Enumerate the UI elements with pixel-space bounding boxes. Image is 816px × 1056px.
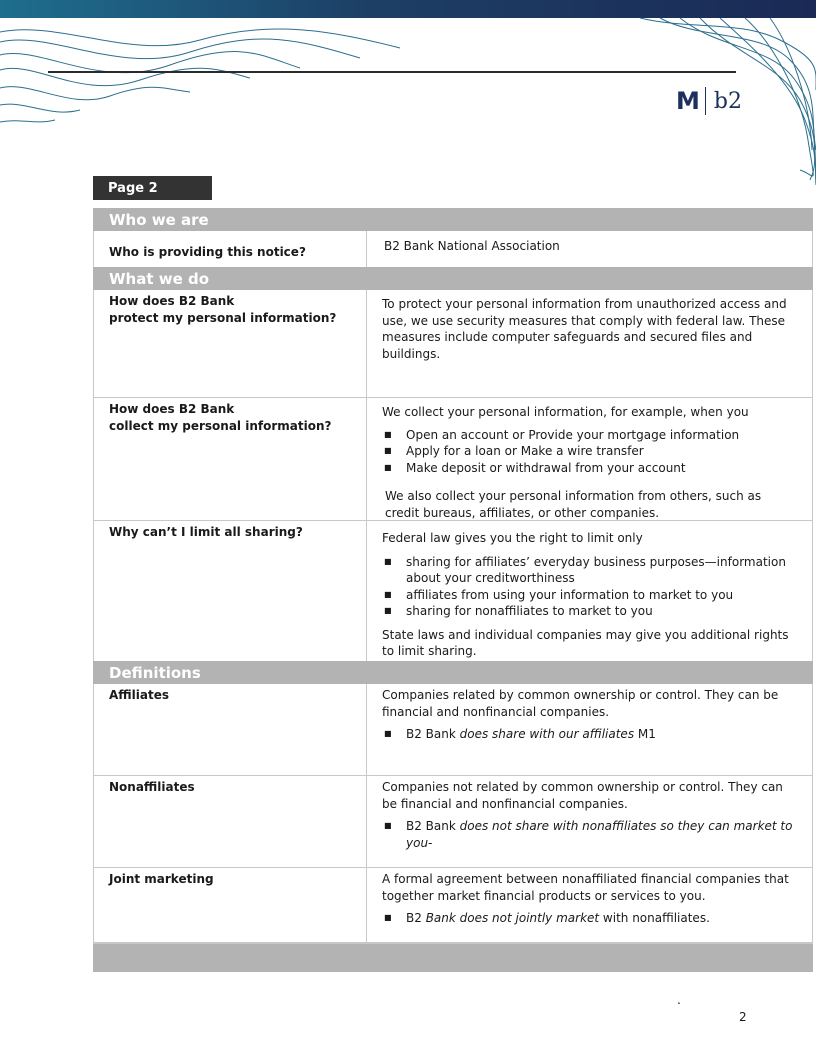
bullet-list [382,910,798,927]
table-row-limit-sharing [93,521,813,662]
logo-divider [705,87,706,115]
table-row-who-providing [93,231,813,268]
list-item: ■ B2 Bank does not jointly market with nonaffiliates. [382,910,798,927]
header-rule [48,71,736,73]
page-number: 2 [739,1010,747,1024]
definition-cell [367,868,812,942]
question-line-1: How does B2 Bank [109,294,235,308]
logo-m-mark: M [676,87,699,115]
answer-cell: B2 Bank National Association [384,239,560,253]
list-item: ■ sharing for affiliates’ everyday business purposes—information about your creditworthiness [382,554,798,587]
table-row-collect [93,398,813,521]
m1-b2-logo [676,86,742,116]
table-row-protect [93,290,813,398]
table-footer-bar [93,943,813,972]
term-cell: Nonaffiliates [94,776,367,867]
question-cell: Why can’t I limit all sharing? [94,521,367,661]
answer-outro: We also collect your personal information from others, such as credit bureaus, affiliates, or other companies. [385,489,762,520]
answer-cell [367,521,812,661]
question-line-2: collect my personal information? [109,419,332,433]
answer-intro: We collect your personal information, for example, when you [382,405,749,419]
answer-text: To protect your personal information from unauthorized access and use, we use security measures that comply with federal law. These measures include computer safeguards and secured files and buildings. [382,297,787,361]
definition-text: A formal agreement between nonaffiliated financial companies that together market financial products or services to you. [382,872,789,903]
table-row-nonaffiliates [93,776,813,868]
table-row-joint-marketing [93,868,813,943]
definition-text: Companies not related by common ownership or control. They can be financial and nonfinancial companies. [382,780,783,811]
definition-cell [367,776,812,867]
answer-intro: Federal law gives you the right to limit only [382,531,643,545]
question-cell [94,398,367,520]
question-cell [94,290,367,397]
table-row-affiliates [93,684,813,776]
question-line-1: How does B2 Bank [109,402,235,416]
list-item: ■ Open an account or Provide your mortgage information [382,427,798,444]
answer-cell [367,398,812,520]
bullet-list [382,554,798,620]
list-item: ■ B2 Bank does not share with nonaffiliates so they can market to you- [382,818,798,851]
answer-cell [367,290,812,397]
logo-b2-mark: b2 [713,88,742,114]
definition-cell [367,684,812,775]
bullet-list [382,427,798,477]
term-cell: Joint marketing [94,868,367,942]
footer-dot: . [677,993,681,1007]
definition-text: Companies related by common ownership or control. They can be financial and nonfinancial companies. [382,688,779,719]
list-item: ■ sharing for nonaffiliates to market to you [382,603,798,620]
privacy-notice-table [93,208,813,972]
section-header-what-we-do: What we do [93,267,813,290]
section-header-definitions: Definitions [93,661,813,684]
page-tab: Page 2 [93,176,212,200]
question-cell: Who is providing this notice? [94,231,367,267]
term-cell: Affiliates [94,684,367,775]
bullet-list [382,818,798,851]
section-header-who-we-are: Who we are [93,208,813,231]
list-item: ■ Make deposit or withdrawal from your account [382,460,798,477]
answer-outro: State laws and individual companies may give you additional rights to limit sharing. [382,627,789,658]
bullet-list [382,726,798,743]
question-line-2: protect my personal information? [109,311,337,325]
list-item: ■ Apply for a loan or Make a wire transfer [382,443,798,460]
list-item: ■ B2 Bank does share with our affiliates M1 [382,726,798,743]
list-item: ■ affiliates from using your information to market to you [382,587,798,604]
